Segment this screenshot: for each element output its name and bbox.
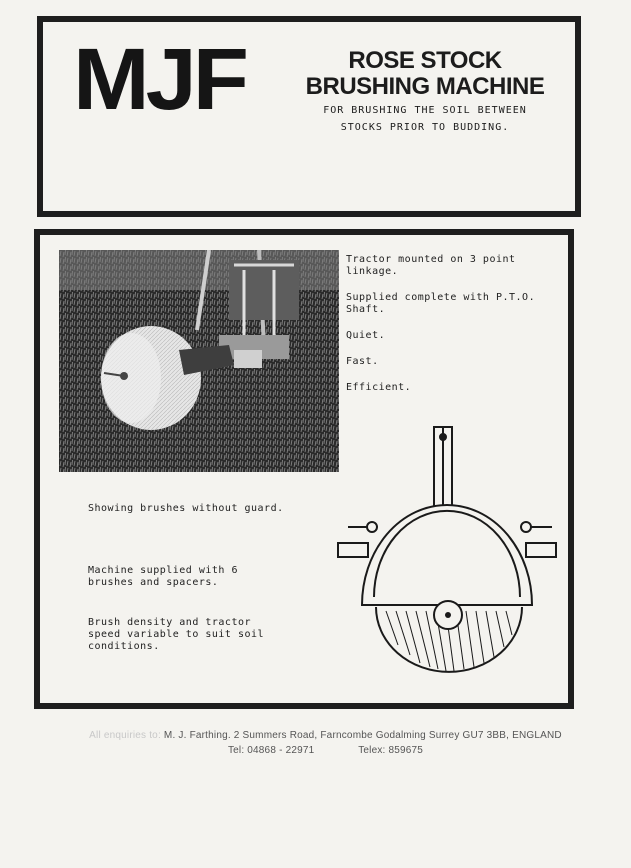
title-block	[275, 48, 575, 134]
header-box	[37, 16, 581, 217]
footer-address-text: M. J. Farthing. 2 Summers Road, Farncombe Godalming Surrey GU7 3BB, ENGLAND	[163, 730, 562, 741]
title-line-2: BRUSHING MACHINE	[305, 73, 545, 100]
feature-item: Tractor mounted on 3 point linkage.	[346, 254, 516, 277]
machine-photo	[59, 250, 339, 472]
density-note: Brush density and tractor speed variable to suit soil conditions.	[88, 617, 265, 652]
footer-contact	[0, 745, 631, 756]
title-line-1: ROSE STOCK	[348, 47, 502, 74]
company-logo: MJF	[73, 31, 245, 129]
footer-telex: Telex: 859675	[358, 745, 424, 756]
footer-tel: Tel: 04868 - 22971	[227, 745, 315, 756]
main-box	[34, 229, 574, 709]
machine-drawing	[326, 415, 558, 697]
subtitle-line-2: STOCKS PRIOR TO BUDDING.	[340, 122, 510, 133]
supply-note: Machine supplied with 6 brushes and spacers.	[88, 565, 238, 588]
feature-item: Fast.	[346, 356, 379, 367]
feature-list	[346, 254, 571, 408]
footer-address	[0, 730, 631, 741]
footer-prefix: All enquiries to:	[89, 730, 161, 741]
photo-caption: Showing brushes without guard.	[88, 503, 284, 514]
feature-item: Quiet.	[346, 330, 386, 341]
feature-item: Supplied complete with P.T.O. Shaft.	[346, 292, 536, 315]
photo-image	[59, 250, 339, 472]
feature-item: Efficient.	[346, 382, 412, 393]
subtitle-line-1: FOR BRUSHING THE SOIL BETWEEN	[323, 105, 527, 116]
